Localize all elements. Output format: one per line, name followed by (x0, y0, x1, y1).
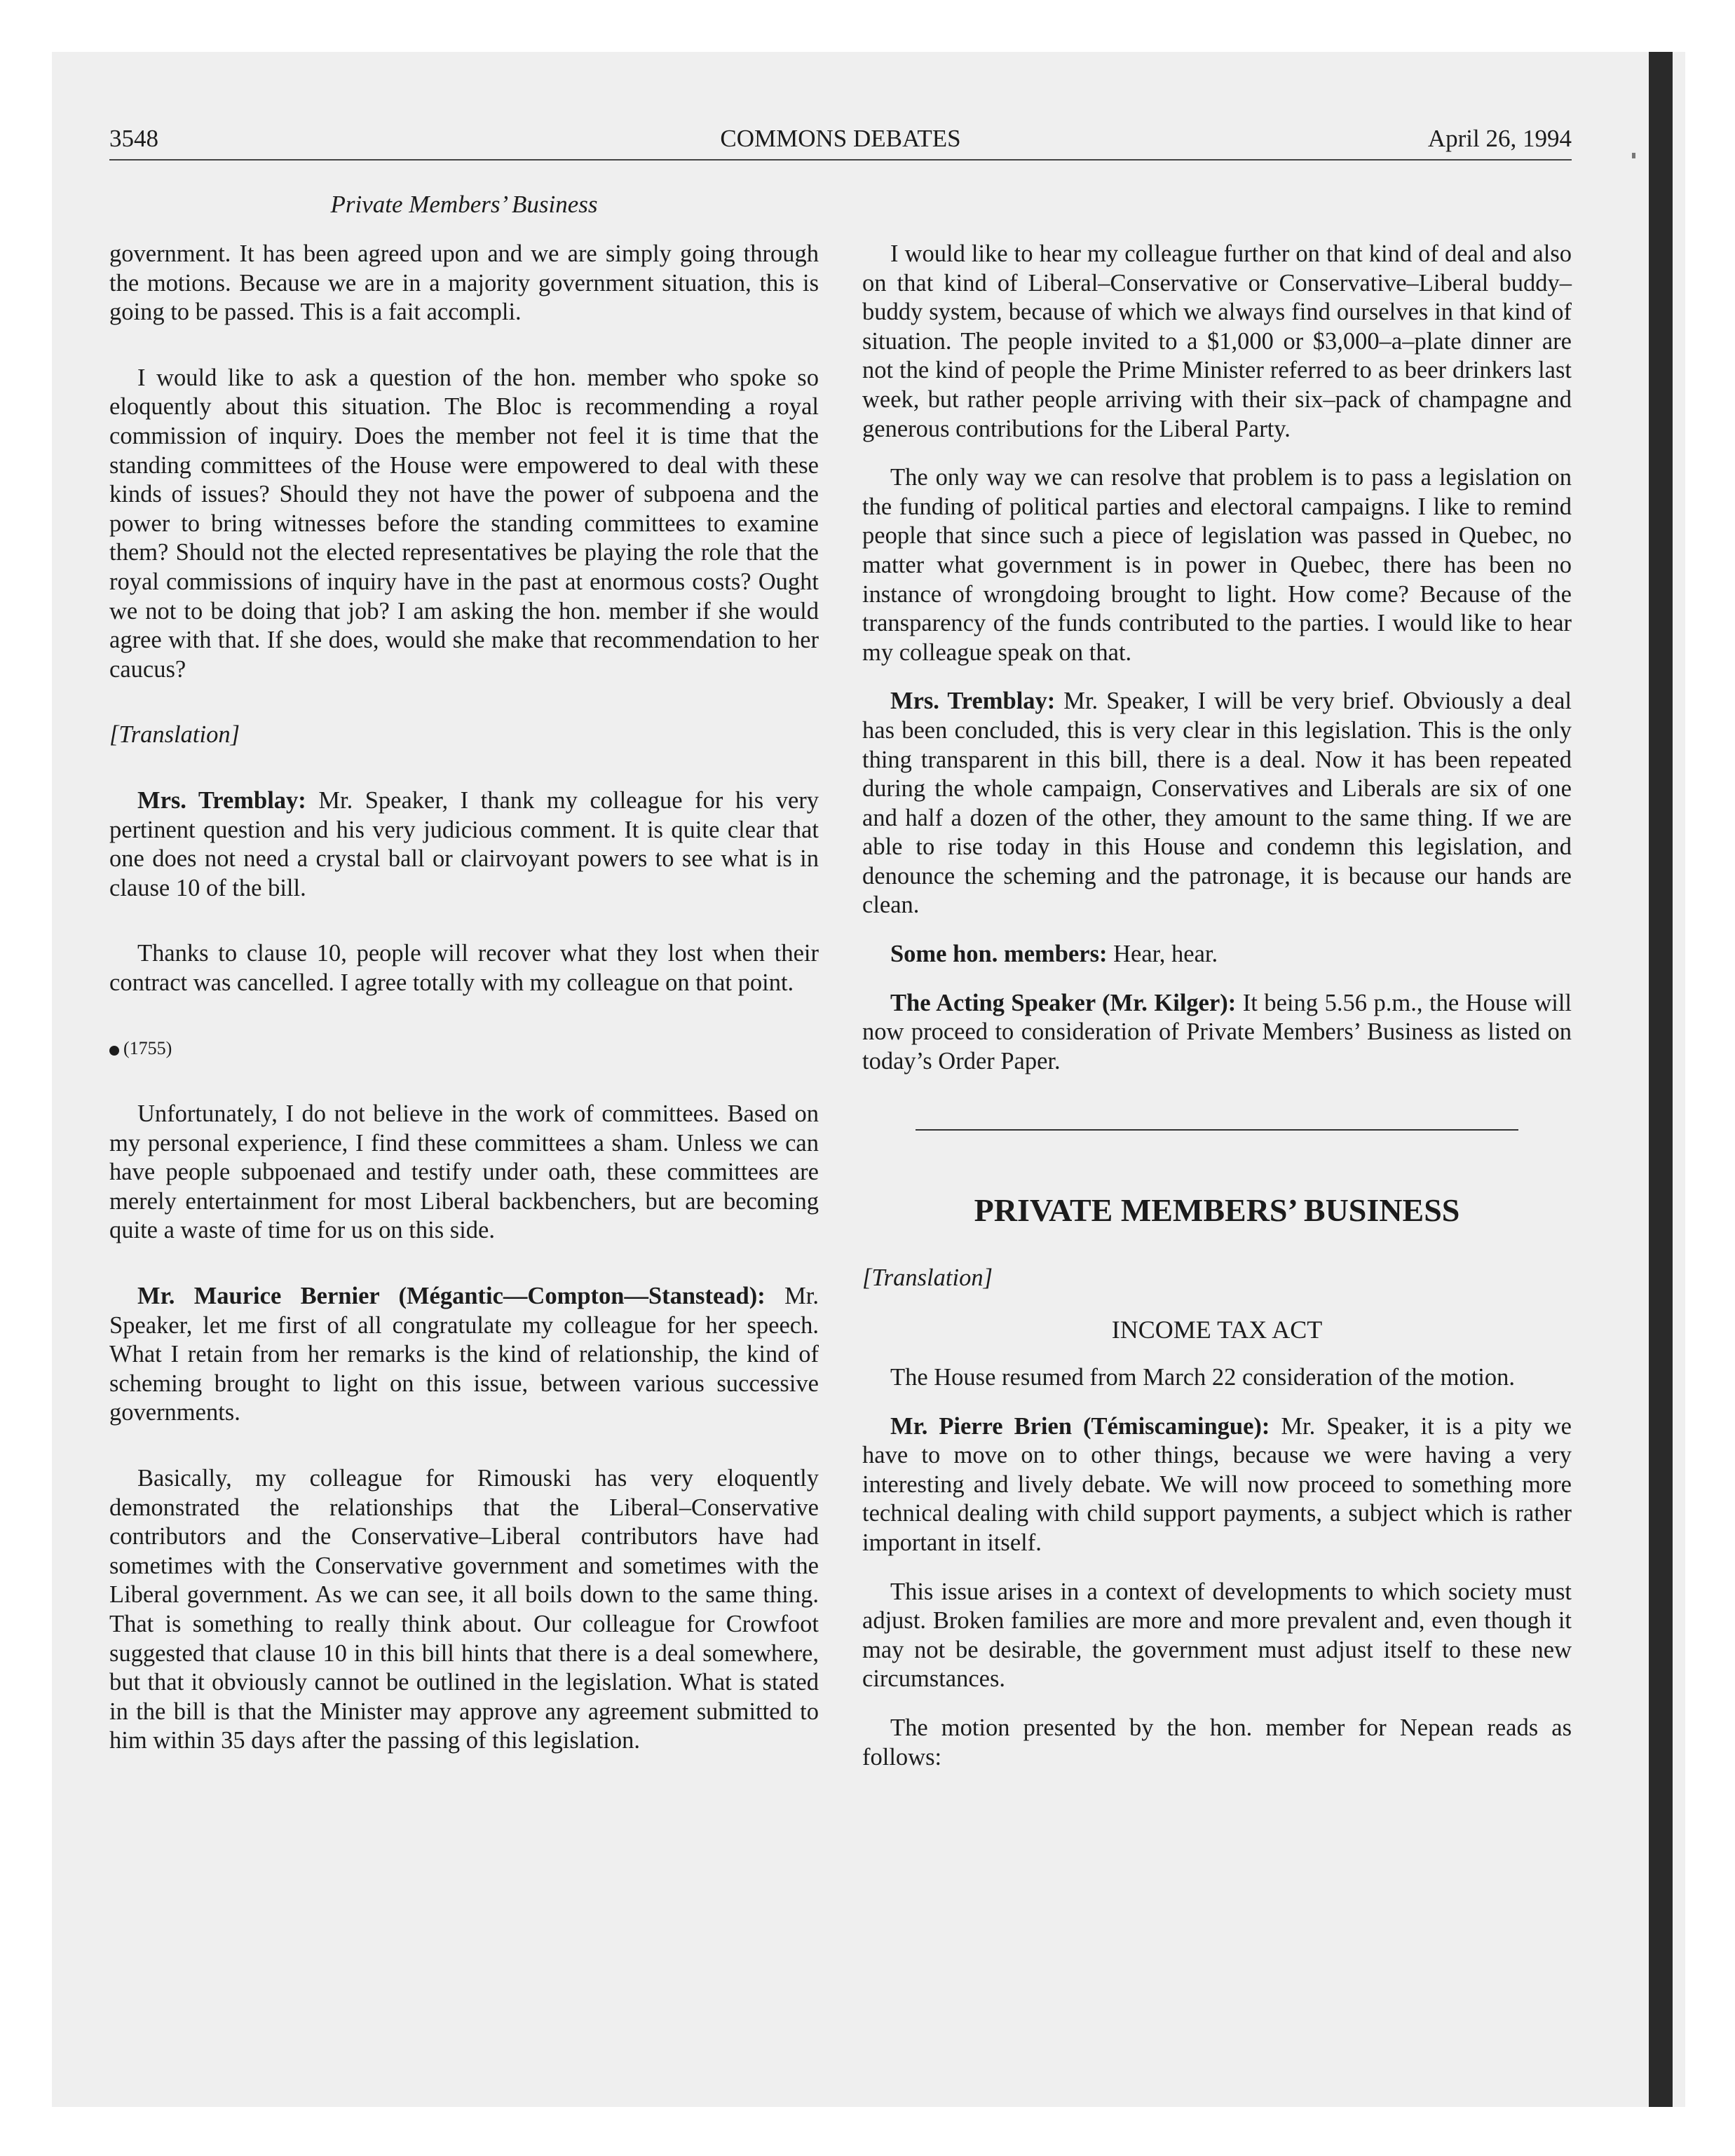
bullet-icon (109, 1046, 119, 1056)
paragraph: The motion presented by the hon. member for Nepean reads as follows: (862, 1714, 1572, 1770)
speech-paragraph (862, 687, 1572, 920)
publication-date: April 26, 1994 (1427, 125, 1572, 152)
publication-title: COMMONS DEBATES (720, 125, 961, 152)
speech-paragraph (862, 1412, 1572, 1558)
translation-note: [Translation] (109, 721, 240, 749)
paragraph: This issue arises in a context of developments to which society must adjust. Broken families are more and more prevalent and, even though it may not be desirable, the government must adjust itself to these new circumstances. (862, 1578, 1572, 1693)
subsection-title: INCOME TAX ACT (1111, 1316, 1323, 1344)
speaker-name: Some hon. members: (890, 941, 1108, 968)
paragraph: The House resumed from March 22 consideration of the motion. (890, 1364, 1516, 1391)
scan-speck (1632, 153, 1635, 158)
speech-text: Mr. Speaker, it is a pity we have to move on to other things, because we were having a very interesting and lively debate. We will now proceed to something more technical dealing with child support payments, a subject which is rather important in itself. (862, 1412, 1572, 1556)
speech-text: Mr. Speaker, I will be very brief. Obviously a deal has been concluded, this is very clear in this legislation. This is the only thing transparent in this bill, there is a deal. Now it has been repeated during the whole campaign, Conservatives and Liberals are six of one and half a dozen of the other, they amount to the same thing. If we are able to rise today in this House and condemn this legislation, and denounce the scheming and the patronage, it is because our hands are clean. (862, 688, 1572, 919)
paragraph: Thanks to clause 10, people will recover what they lost when their contract was cancelled. I agree totally with my colleague on that point. (109, 940, 819, 996)
running-head: Private Members’ Business (330, 191, 598, 218)
speaker-name: Mr. Pierre Brien (Témiscamingue): (890, 1412, 1270, 1440)
page-header (109, 119, 1572, 158)
speech-text: It being 5.56 p.m., the House will now proceed to consideration of Private Members’ Business as listed on today’s Order Paper. (862, 989, 1572, 1074)
time-value: (1755) (123, 1038, 172, 1059)
speech-paragraph (862, 989, 1572, 1077)
section-title: PRIVATE MEMBERS’ BUSINESS (974, 1192, 1460, 1229)
paragraph: The only way we can resolve that problem is to pass a legislation on the funding of political parties and electoral campaigns. I like to remind people that since such a piece of legislation was passed in Quebec, no matter what government is in power in Quebec, there has been no instance of wrongdoing brought to light. How come? Because of the transparency of the funds contributed to the parties. I would like to hear my colleague speak on that. (862, 464, 1572, 666)
speech-paragraph (862, 940, 1572, 969)
time-marker (109, 1034, 819, 1063)
speech-paragraph (109, 1282, 819, 1428)
paragraph: I would like to ask a question of the hon. member who spoke so eloquently about this situation. The Bloc is recommending a royal commission of inquiry. Does the member not feel it is time that the standing committees of the House were empowered to deal with these kinds of issues? Should they not have the power of subpoena and the power to bring witnesses before the standing committees to examine them? Should not the elected representatives be playing the role that the royal commissions of inquiry have in the past at enormous costs? Ought we not to be doing that job? I am asking the hon. member if she would agree with that. If she does, would she make that recommendation to her caucus? (109, 364, 819, 683)
speech-text: Mr. Speaker, let me first of all congratulate my colleague for her speech. What I retain from her remarks is the kind of relationship, the kind of scheming brought to light on this issue, between various successive governments. (109, 1283, 819, 1426)
paragraph: government. It has been agreed upon and we are simply going through the motions. Because we are in a majority government situation, this is going to be passed. This is a fait accompli. (109, 240, 819, 326)
speaker-name: Mr. Maurice Bernier (Mégantic—Compton—Stanstead): (137, 1283, 766, 1310)
paragraph: I would like to hear my colleague further on that kind of deal and also on that kind of Liberal–Conservative or Conservative–Liberal buddy–buddy system, because of which we always find ourselves in that kind of situation. The people invited to a $1,000 or $3,000–a–plate dinner are not the kind of people the Prime Minister referred to as beer drinkers last week, but rather people arriving with their six–pack of champagne and generous contributions for the Liberal Party. (862, 240, 1572, 442)
page-number: 3548 (109, 125, 158, 152)
right-column (862, 240, 1572, 1772)
scan-edge-shadow (1649, 52, 1673, 2107)
paragraph: Basically, my colleague for Rimouski has very eloquently demonstrated the relationships that the Liberal–Conservative contributors and the Conservative–Liberal contributors have had sometimes with the Conservative government and sometimes with the Liberal government. As we can see, it all boils down to the same thing. That is something to really think about. Our colleague for Crowfoot suggested that clause 10 in this bill hints that there is a deal somewhere, but that it obviously cannot be outlined in the legislation. What is stated in the bill is that the Minister may approve any agreement submitted to him within 35 days after the passing of this legislation. (109, 1465, 819, 1754)
left-column (109, 240, 819, 1756)
speaker-name: The Acting Speaker (Mr. Kilger): (890, 989, 1237, 1016)
speech-text: Hear, hear. (1107, 941, 1218, 968)
speaker-name: Mrs. Tremblay: (137, 786, 306, 814)
speech-paragraph (109, 786, 819, 903)
paragraph: Unfortunately, I do not believe in the work of committees. Based on my personal experience, I find these committees a sham. Unless we can have people subpoenaed and testify under oath, these committees are merely entertainment for most Liberal backbenchers, but are becoming quite a waste of time for us on this side. (109, 1100, 819, 1244)
translation-note: [Translation] (862, 1264, 993, 1292)
speaker-name: Mrs. Tremblay: (890, 688, 1056, 715)
header-rule (109, 159, 1572, 161)
speech-text: Mr. Speaker, I thank my colleague for his very pertinent question and his very judicious comment. It is quite clear that one does not need a crystal ball or clairvoyant powers to see what is in clause 10 of the bill. (109, 786, 819, 901)
